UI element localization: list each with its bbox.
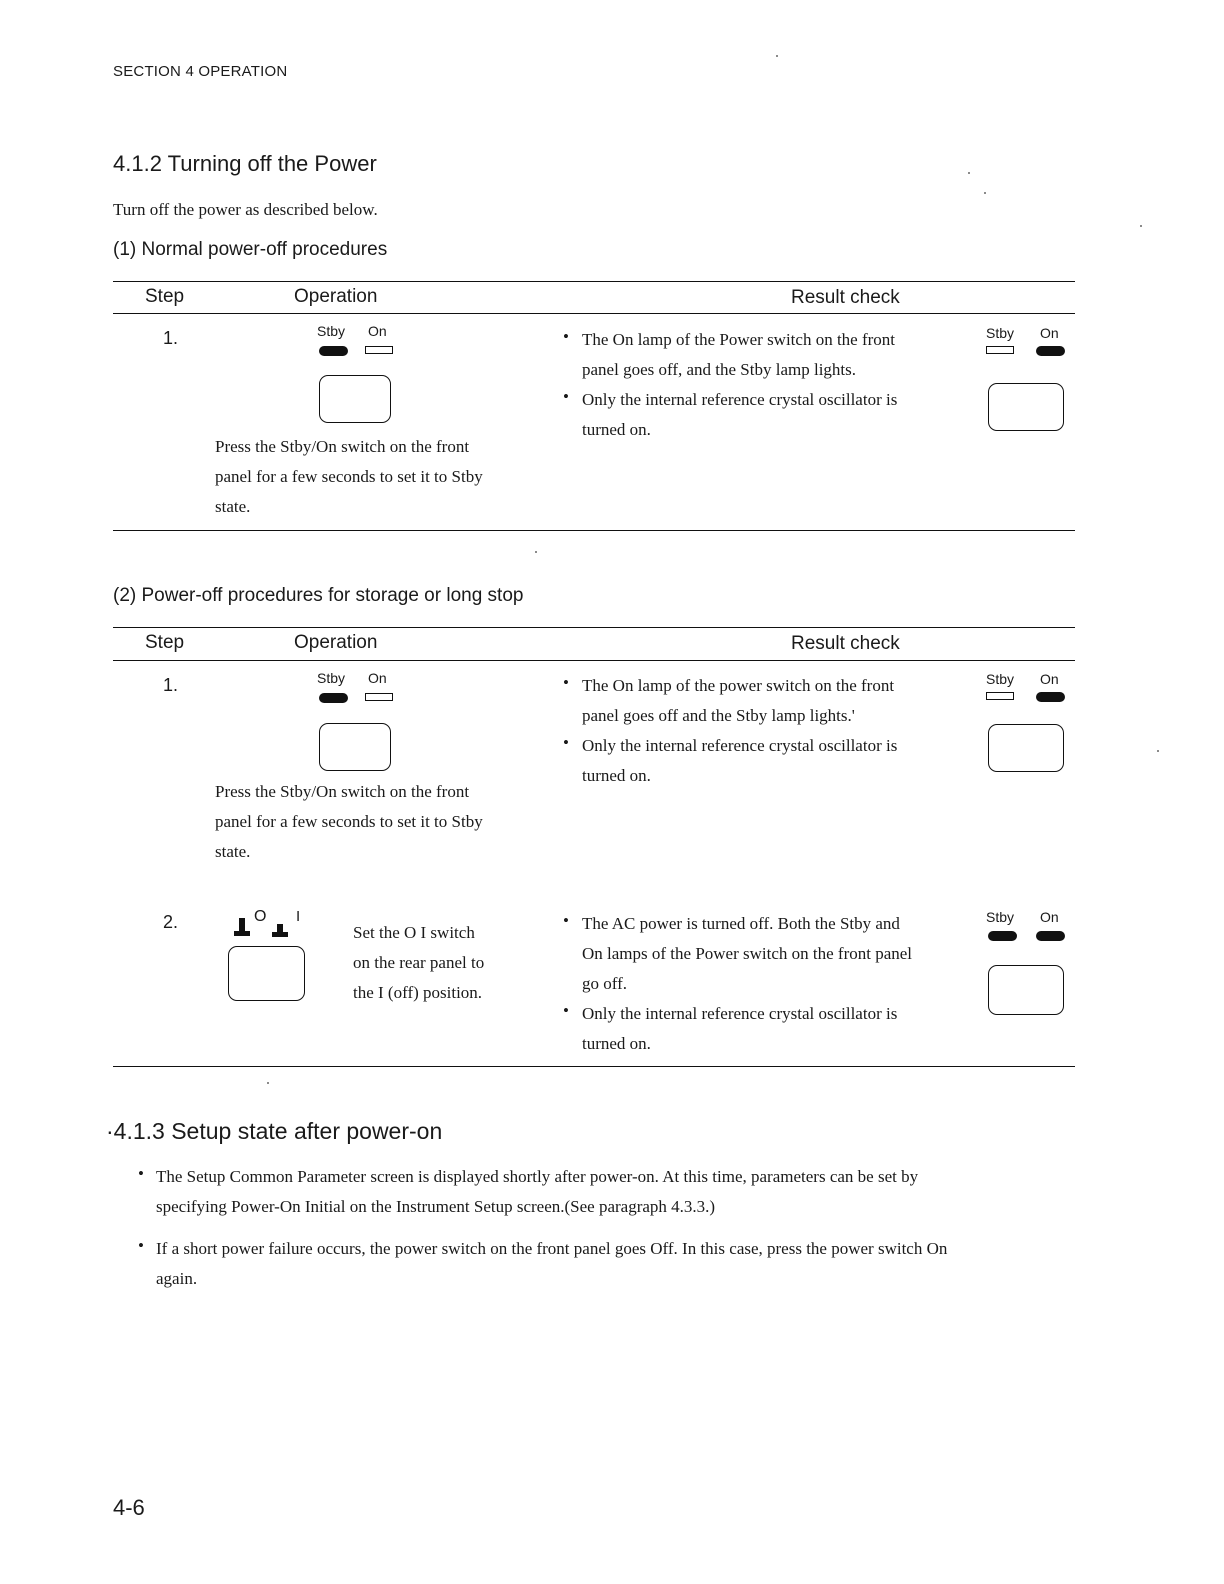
result-line: panel goes off and the Stby lamp lights.' — [582, 706, 855, 725]
stby-on-switch-icon — [988, 965, 1064, 1015]
op-line: on the rear panel to — [353, 953, 485, 972]
table2-step1-number: 1. — [163, 675, 179, 695]
table2-step2-result-1 — [582, 909, 912, 999]
scan-speck — [535, 551, 537, 553]
table2-step2-operation — [353, 918, 484, 1008]
result-line: panel goes off, and the Stby lamp lights. — [582, 360, 857, 379]
on-lamp-unlit — [365, 693, 393, 701]
op-line: state. — [215, 842, 251, 861]
result-line: turned on. — [582, 766, 651, 785]
table1-op-switch-diagram — [315, 323, 405, 418]
rear-switch-lever-right-icon — [272, 924, 288, 938]
result-line: turned on. — [582, 420, 651, 439]
stby-lamp-lit — [319, 693, 348, 703]
op-line: panel for a few seconds to set it to Stby — [215, 812, 483, 831]
result-line: On lamps of the Power switch on the front panel — [582, 944, 913, 963]
op-line: Set the O I switch — [353, 923, 475, 942]
result-line: Only the internal reference crystal oscillator is — [582, 736, 898, 755]
stby-lamp-unlit — [986, 692, 1014, 700]
table2-step1-operation — [215, 777, 483, 867]
bullet: • — [563, 733, 569, 752]
stby-label: Stby — [986, 909, 1015, 925]
paragraph-line: The Setup Common Parameter screen is displayed shortly after power-on. At this time, parameters can be set by — [156, 1167, 919, 1186]
stby-on-switch-icon — [319, 375, 391, 423]
subsection-title-1: (1) Normal power-off procedures — [113, 239, 388, 260]
table1-step1-operation — [215, 432, 483, 522]
page-number: 4-6 — [113, 1495, 145, 1520]
on-lamp-unlit — [365, 346, 393, 354]
stby-on-switch-icon — [988, 724, 1064, 772]
section-4-1-3-bullet-1 — [156, 1162, 918, 1222]
table2-step2-result-2 — [582, 999, 897, 1059]
result-line: go off. — [582, 974, 628, 993]
result-line: turned on. — [582, 1034, 651, 1053]
table1-header-operation: Operation — [294, 286, 378, 307]
table2-header-step: Step — [145, 632, 185, 653]
op-line: the I (off) position. — [353, 983, 483, 1002]
table2-step2-result-switch-diagram — [984, 909, 1074, 1019]
table2-step1-result-1 — [582, 671, 894, 731]
table1-step1-number: 1. — [163, 328, 179, 348]
intro-text: Turn off the power as described below. — [113, 200, 378, 219]
op-line: state. — [215, 497, 251, 516]
op-line: Press the Stby/On switch on the front — [215, 437, 470, 456]
paragraph-line: If a short power failure occurs, the power switch on the front panel goes Off. In this case, press the power switch On — [156, 1239, 948, 1258]
table1-step1-result-1 — [582, 325, 895, 385]
scan-speck — [984, 192, 986, 194]
scan-speck — [968, 172, 970, 174]
table2-top-rule — [113, 627, 1075, 628]
table2-header-operation: Operation — [294, 632, 378, 653]
bullet: • — [563, 1001, 569, 1020]
scan-speck — [267, 1082, 269, 1084]
on-label: On — [1040, 909, 1059, 925]
scan-speck — [776, 55, 778, 57]
table1-header-step: Step — [145, 286, 185, 307]
table1-header-result: Result check — [791, 287, 900, 308]
subsection-title-2: (2) Power-off procedures for storage or long stop — [113, 585, 524, 606]
scan-speck — [1140, 225, 1142, 227]
on-label: On — [368, 323, 387, 339]
stby-label: Stby — [986, 671, 1015, 687]
on-label: On — [1040, 325, 1059, 341]
on-lamp-off — [1036, 931, 1065, 941]
stby-label: Stby — [317, 670, 346, 686]
result-line: The AC power is turned off. Both the Stby and — [582, 914, 900, 933]
result-line: The On lamp of the Power switch on the front — [582, 330, 896, 349]
result-line: The On lamp of the power switch on the front — [582, 676, 895, 695]
table1-top-rule — [113, 281, 1075, 282]
table2-header-rule — [113, 660, 1075, 661]
on-lamp-lit — [1036, 692, 1065, 702]
table2-header-result: Result check — [791, 633, 900, 654]
table2-op-switch-diagram — [315, 670, 405, 770]
stby-label: Stby — [986, 325, 1015, 341]
table1-bottom-rule — [113, 530, 1075, 531]
scan-speck — [1157, 750, 1159, 752]
rear-power-switch-icon — [228, 946, 305, 1001]
on-label: On — [1040, 671, 1059, 687]
stby-lamp-off — [988, 931, 1017, 941]
paragraph-line: again. — [156, 1269, 198, 1288]
stby-on-switch-icon — [988, 383, 1064, 431]
rear-switch-i-label: I — [296, 908, 301, 925]
stby-on-switch-icon — [319, 723, 391, 771]
table1-step1-result-2 — [582, 385, 897, 445]
result-line: Only the internal reference crystal oscillator is — [582, 1004, 898, 1023]
table2-bottom-rule — [113, 1066, 1075, 1067]
bullet: • — [563, 327, 569, 346]
result-line: Only the internal reference crystal oscillator is — [582, 390, 898, 409]
bullet: • — [563, 911, 569, 930]
op-line: panel for a few seconds to set it to Stby — [215, 467, 483, 486]
on-label: On — [368, 670, 387, 686]
bullet: • — [138, 1236, 144, 1255]
rear-switch-lever-left-icon — [234, 918, 250, 938]
paragraph-line: specifying Power-On Initial on the Instrument Setup screen.(See paragraph 4.3.3.) — [156, 1197, 716, 1216]
table1-result-switch-diagram — [984, 325, 1074, 435]
section-title-4-1-2: 4.1.2 Turning off the Power — [113, 151, 377, 176]
bullet: • — [563, 673, 569, 692]
stby-label: Stby — [317, 323, 346, 339]
section-title-4-1-3: ·4.1.3 Setup state after power-on — [106, 1118, 443, 1144]
section-4-1-3-bullet-2 — [156, 1234, 947, 1294]
rear-panel-switch-diagram — [228, 910, 318, 1005]
stby-lamp-lit — [319, 346, 348, 356]
bullet: • — [563, 387, 569, 406]
table2-step2-number: 2. — [163, 912, 179, 932]
on-lamp-lit — [1036, 346, 1065, 356]
stby-lamp-unlit — [986, 346, 1014, 354]
table2-step1-result-switch-diagram — [984, 671, 1074, 781]
running-header: SECTION 4 OPERATION — [113, 63, 288, 80]
rear-switch-o-label: O — [254, 908, 267, 925]
table1-header-rule — [113, 313, 1075, 314]
op-line: Press the Stby/On switch on the front — [215, 782, 470, 801]
table2-step1-result-2 — [582, 731, 897, 791]
bullet: • — [138, 1164, 144, 1183]
